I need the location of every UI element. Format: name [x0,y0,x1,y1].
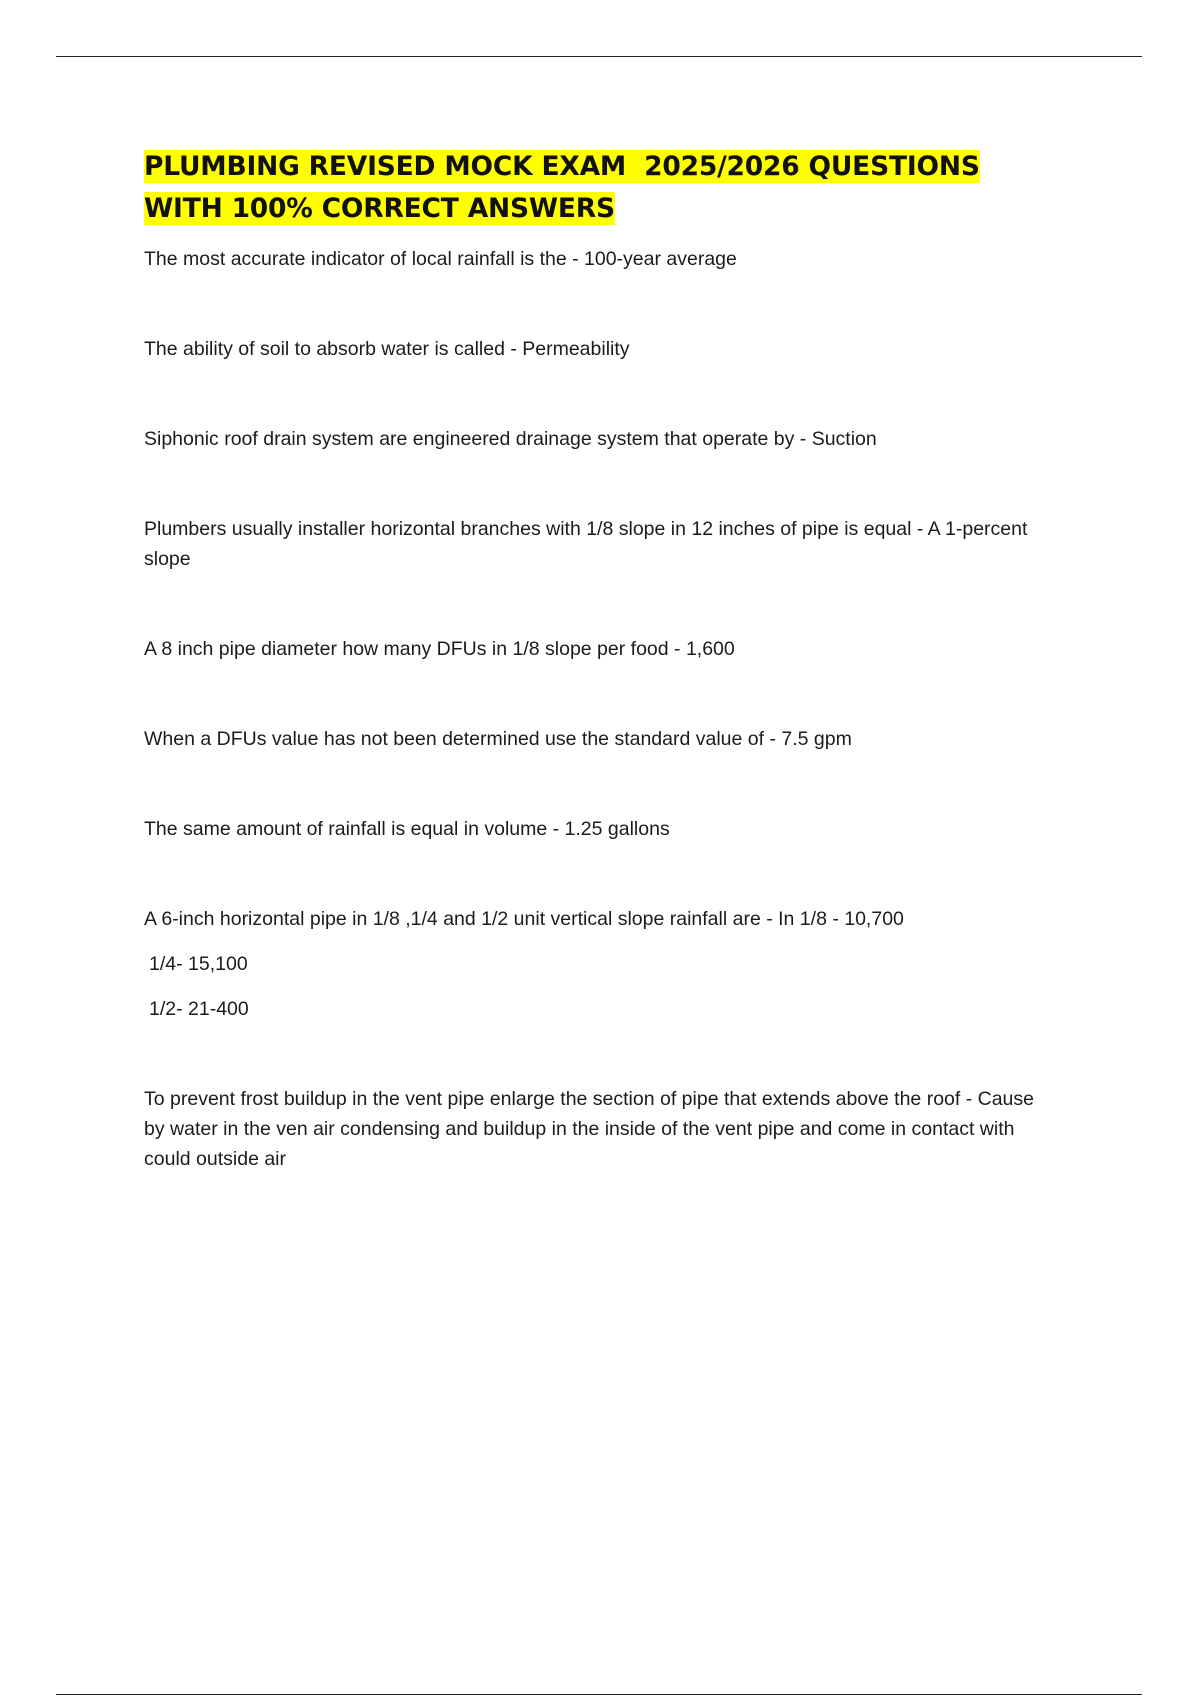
qa-item-8 [144,904,1044,1024]
qa-text: Plumbers usually installer horizontal branches with 1/8 slope in 12 inches of pipe is equal - A 1-percent slope [144,518,1028,570]
qa-item-2 [144,334,1044,364]
top-rule [56,56,1142,57]
qa-item-6 [144,724,1044,754]
qa-text: A 6-inch horizontal pipe in 1/8 ,1/4 and 1/2 unit vertical slope rainfall are - In 1/8 - 10,700 [144,908,904,930]
qa-text: Siphonic roof drain system are engineered drainage system that operate by - Suction [144,428,877,450]
qa-item-9 [144,1084,1044,1174]
document-title [144,146,1044,230]
qa-item-3 [144,424,1044,454]
title-line-2: WITH 100% CORRECT ANSWERS [144,193,615,224]
title-line-1: PLUMBING REVISED MOCK EXAM 2025/2026 QUESTIONS [144,151,980,182]
qa-item-7 [144,814,1044,844]
qa-text: The same amount of rainfall is equal in volume - 1.25 gallons [144,818,670,840]
qa-item-4 [144,514,1044,574]
qa-subline: 1/4- 15,100 [149,953,248,975]
qa-subline: 1/2- 21-400 [149,998,249,1020]
qa-text: A 8 inch pipe diameter how many DFUs in 1/8 slope per food - 1,600 [144,638,735,660]
question-answer-list [144,244,1044,1174]
qa-text: To prevent frost buildup in the vent pipe enlarge the section of pipe that extends above the roof - Cause by water in the ven air condensing and buildup in the inside of the vent pipe and come in contact with could outside air [144,1088,1034,1170]
document-page [144,146,1044,1234]
qa-text: The most accurate indicator of local rainfall is the - 100-year average [144,248,737,270]
qa-item-1 [144,244,1044,274]
bottom-rule [56,1694,1142,1695]
qa-item-5 [144,634,1044,664]
qa-text: The ability of soil to absorb water is called - Permeability [144,338,630,360]
qa-text: When a DFUs value has not been determined use the standard value of - 7.5 gpm [144,728,852,750]
